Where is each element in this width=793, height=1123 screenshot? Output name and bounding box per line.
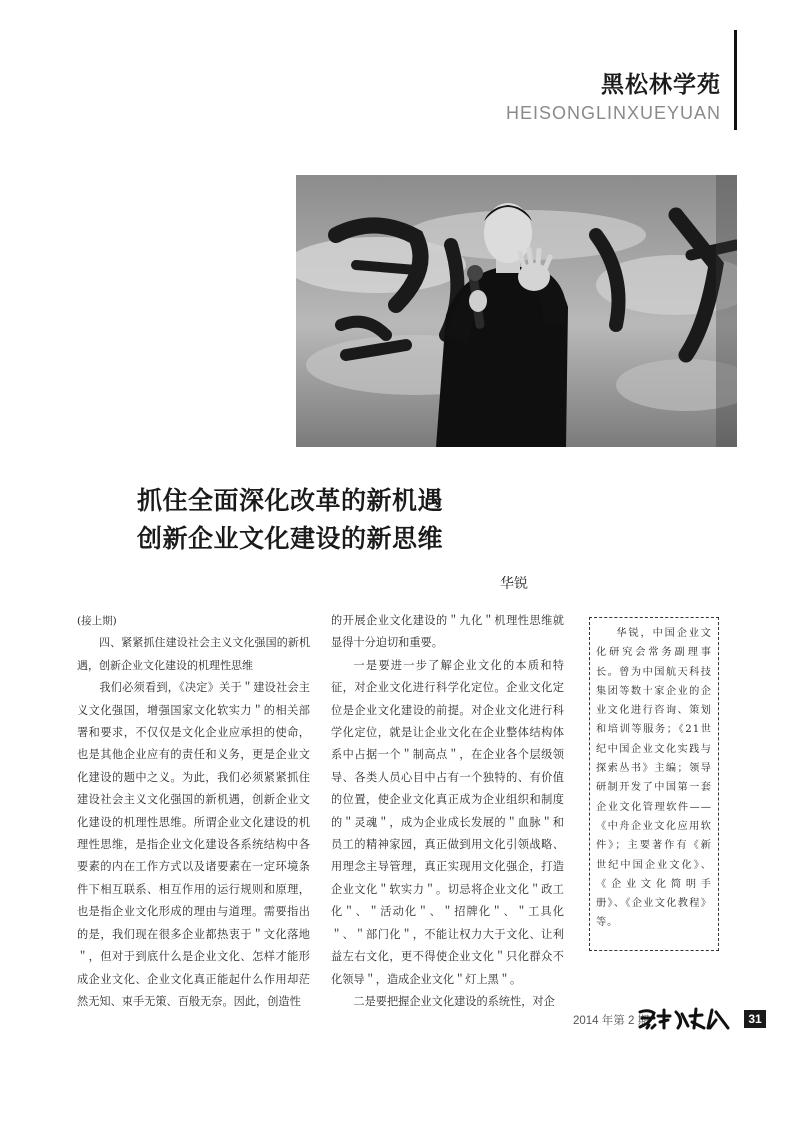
section-heading: 四、紧紧抓住建设社会主义文化强国的新机遇，创新企业文化建设的机理性思维 (77, 636, 310, 672)
column-title-pinyin: HEISONGLINXUEYUAN (505, 103, 721, 123)
body-column-2 (331, 610, 564, 1013)
brush-logo-icon (636, 1006, 740, 1032)
magazine-logo (636, 1006, 740, 1036)
body-column-1 (77, 610, 310, 1013)
issue-label: 2014 年第 2 期 (573, 1015, 650, 1027)
article-title (137, 482, 443, 558)
logo-text: 黑松林人 (636, 1006, 640, 1007)
header-rule (734, 30, 737, 130)
author-bio-box (589, 617, 719, 951)
speaker-photo (296, 175, 737, 447)
paragraph: 二是要把握企业文化建设的系统性，对企 (353, 994, 555, 1008)
paragraph: 我们必须看到，《决定》关于＂建设社会主义文化强国，增强国家文化软实力＂的相关部署和要求，不仅仅是文化企业应承担的使命，也是其他企业应有的责任和义务，更是企业文化建设的题中之义。为此，我们必须紧紧抓住建设社会主义文化强国的新机遇，创新企业文化建设的机理性思维。所谓企业文化建设的机理性思维，是指企业文化建设各系统结构中各要素的内在工作方式以及诸要素在一定环境条件下相互联系、相互作用的运行规则和原理，也是指企业文化形成的理由与道理。需要指出的是，我们现在很多企业都热衷于＂文化落地＂，但对于到底什么是企业文化、怎样才能形成企业文化、企业文化真正能起什么作用却茫然无知、束手无策、百般无奈。因此，创造性 (77, 681, 310, 1008)
article-title-line1: 抓住全面深化改革的新机遇 (137, 486, 444, 515)
paragraph: 一是要进一步了解企业文化的本质和特征，对企业文化进行科学化定位。企业文化定位是企业文化建设的前提。对企业文化进行科学化定位，就是让企业文化在企业整体结构体系中占据一个＂制高点＂，在企业各个层级领导、各类人员心目中占有一个独特的、有价值的位置，使企业文化真正成为企业组织和制度的＂灵魂＂，成为企业成长发展的＂血脉＂和员工的精神家园，真正做到用文化引领战略、用理念主导管理，真正实现用文化强企，打造企业文化＂软实力＂。切忌将企业文化＂政工化＂、＂活动化＂、＂招牌化＂、＂工具化＂、＂部门化＂，不能让权力大于文化、让利益左右文化，更不得使企业文化＂只化群众不化领导＂，造成企业文化＂灯上黑＂。 (331, 658, 564, 986)
article-author: 华锐 (500, 576, 528, 592)
article-title-line2: 创新企业文化建设的新思维 (137, 524, 444, 553)
page-number: 31 (744, 1010, 766, 1028)
paragraph: 的开展企业文化建设的＂九化＂机理性思维就显得十分迫切和重要。 (331, 614, 564, 650)
continued-note: (接上期) (77, 615, 117, 627)
column-title: 黑松林学苑 (601, 72, 721, 98)
author-bio-text: 华锐，中国企业文化研究会常务副理事长。曾为中国航天科技集团等数十家企业的企业文化进行咨询、策划和培训等服务；《21世纪中国企业文化实践与探索丛书》主编；领导研制开发了中国第一套企业文化管理软件——《中舟企业文化应用软件》；主要著作有《新世纪中国企业文化》、《企业文化简明手册》、《企业文化教程》等。 (596, 628, 712, 929)
photo-speaker-with-microphone-icon (296, 175, 737, 447)
